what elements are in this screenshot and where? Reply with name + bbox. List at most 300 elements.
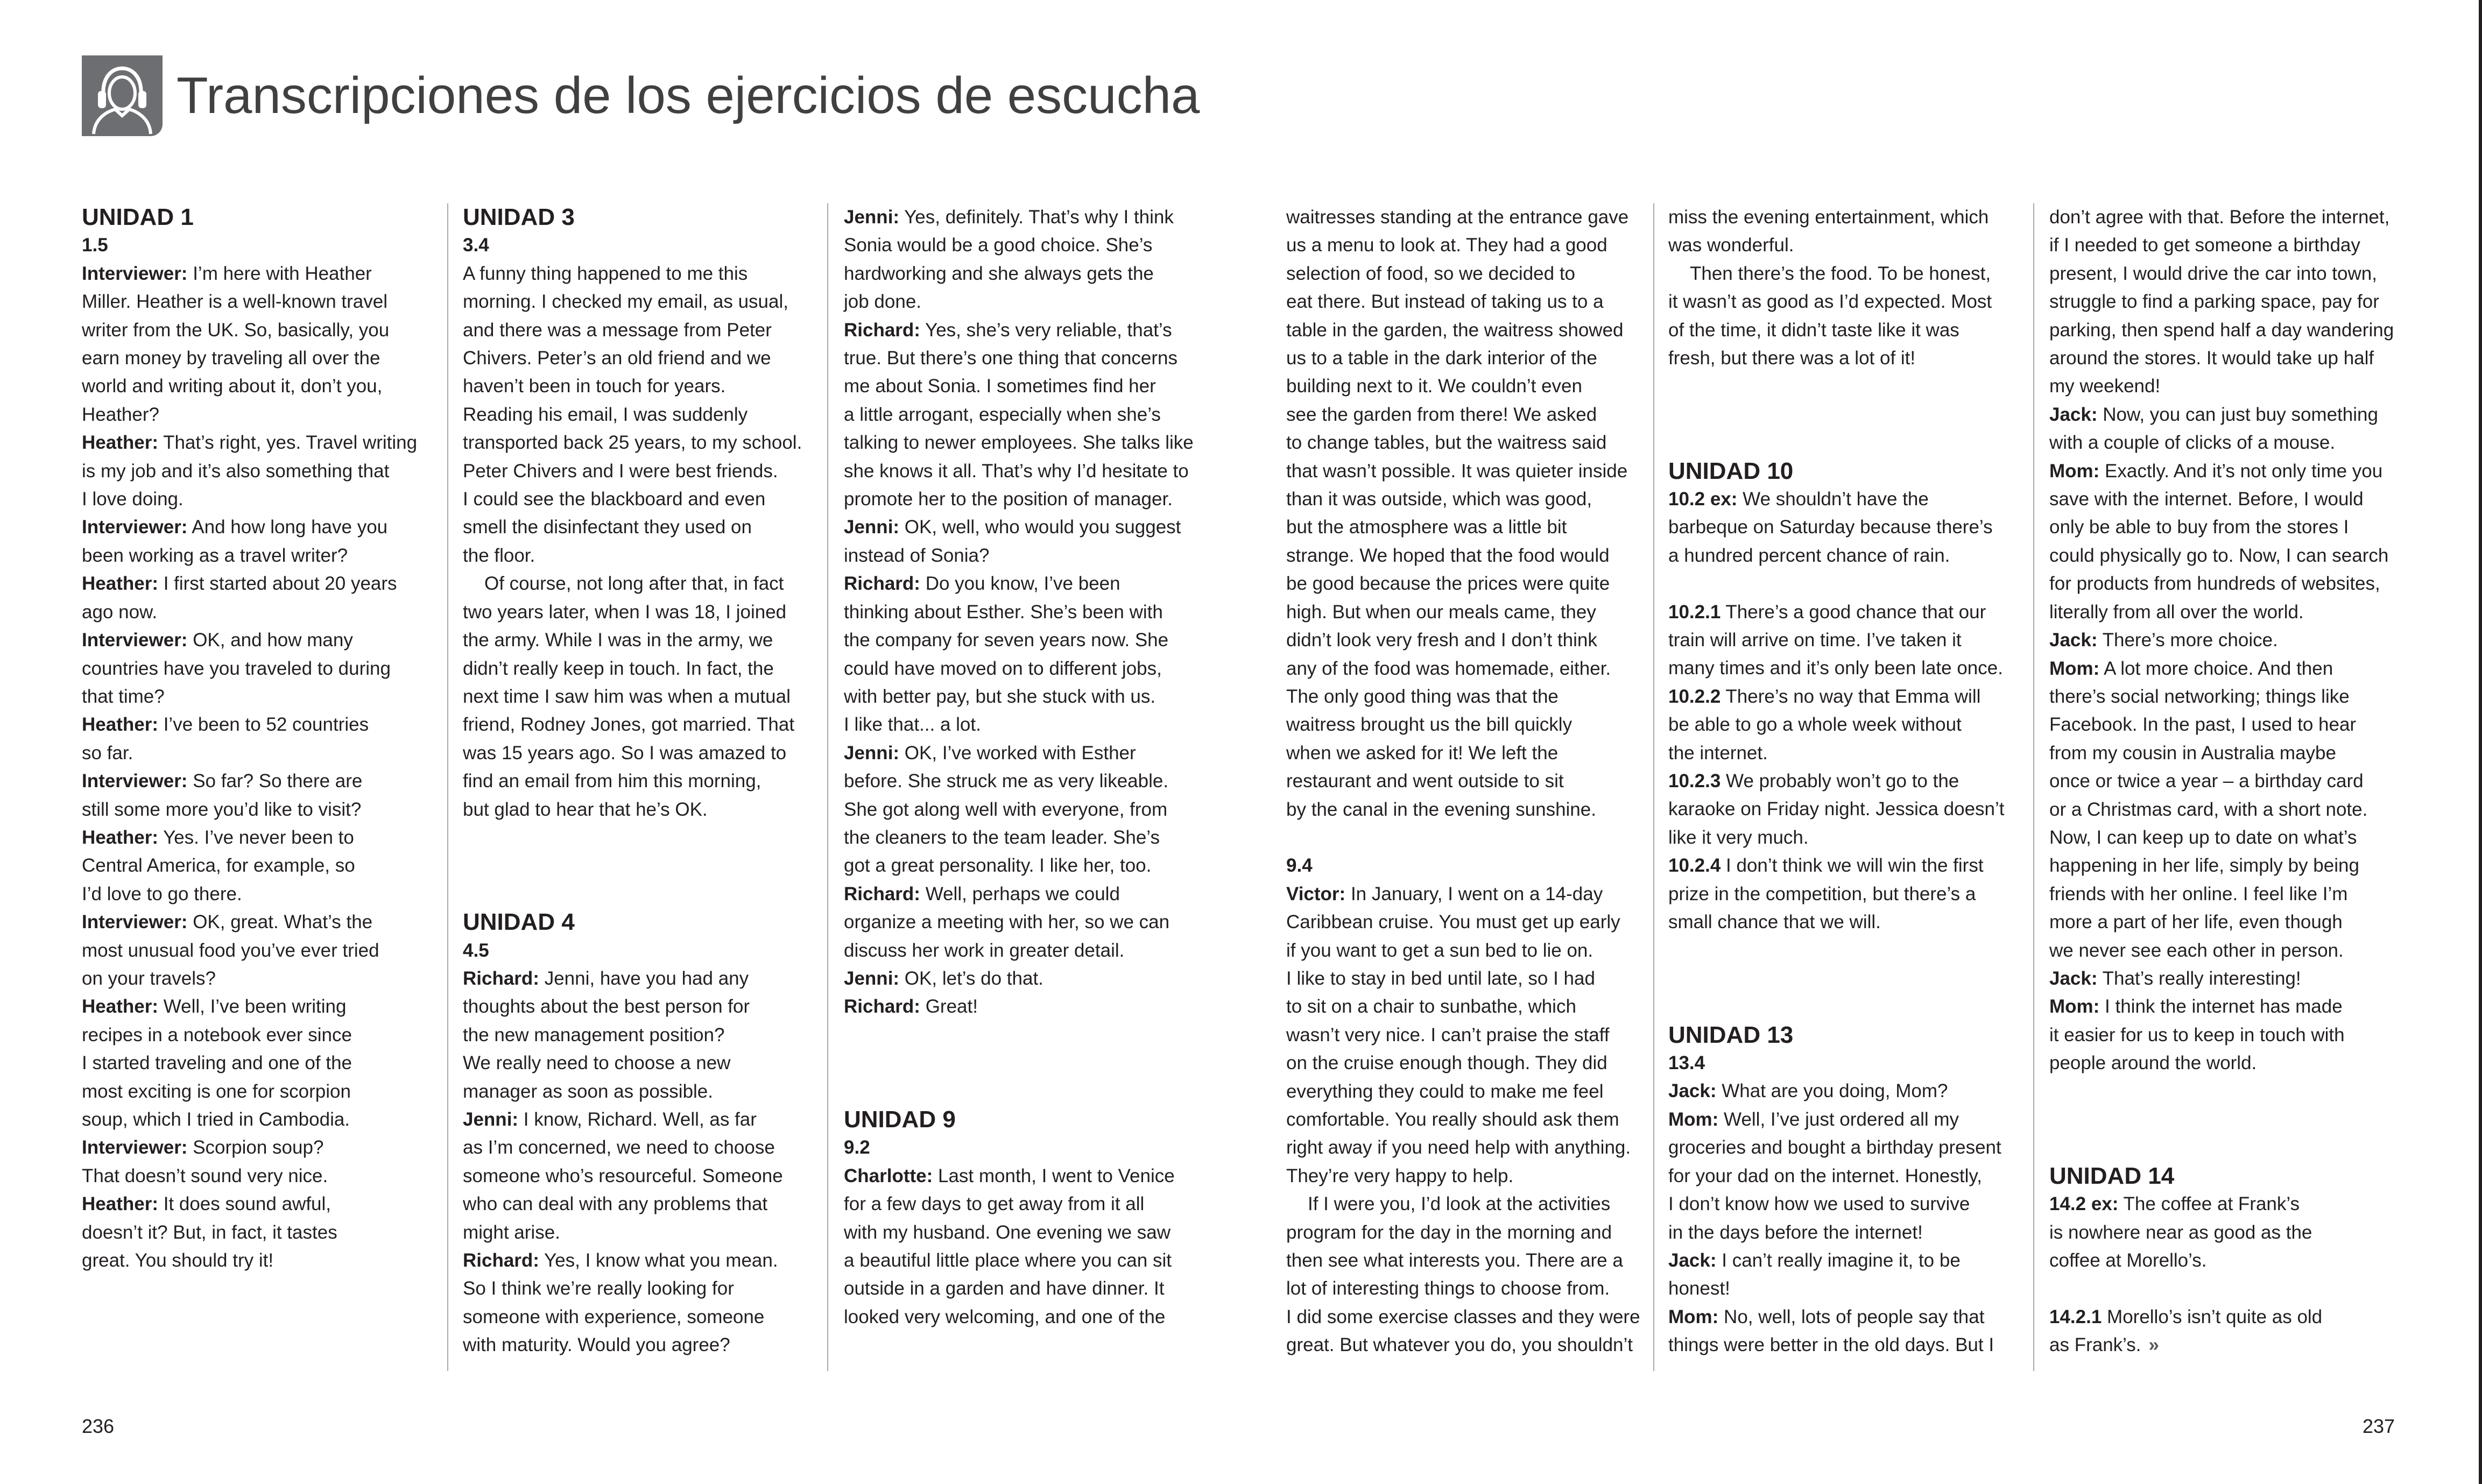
line-text: present, I would drive the car into town, (2049, 263, 2377, 284)
speaker-label: Jenni: (463, 1108, 519, 1130)
transcript-line (2049, 739, 2394, 767)
transcript-line (463, 542, 802, 570)
line-text: fresh, but there was a lot of it! (1668, 348, 1916, 369)
line-text: to change tables, but the waitress said (1286, 432, 1607, 454)
line-text: is my job and it’s also something that (82, 460, 390, 482)
line-text: but the atmosphere was a little bit (1286, 517, 1567, 538)
line-text: We probably won’t go to the (1721, 771, 1959, 792)
transcript-line (2049, 288, 2394, 316)
line-text: comfortable. You really should ask them (1286, 1108, 1619, 1130)
column-divider (827, 203, 828, 1371)
transcript-line (844, 485, 1194, 513)
line-text: talking to newer employees. She talks like (844, 432, 1194, 454)
transcript-line (82, 796, 417, 824)
transcript-line (1668, 344, 2005, 372)
transcript-line (1668, 1134, 2005, 1162)
speaker-label: 10.2.1 (1668, 601, 1721, 623)
line-text: but glad to hear that he’s OK. (463, 798, 708, 820)
transcript-line (844, 260, 1194, 288)
transcript-line (1286, 231, 1640, 259)
line-text: struggle to find a parking space, pay for (2049, 291, 2379, 313)
transcript-line (463, 457, 802, 485)
speaker-label: Interviewer: (82, 911, 188, 933)
transcript-line (2049, 965, 2394, 993)
transcript-line (2049, 880, 2394, 908)
transcript-line (1286, 767, 1640, 795)
transcript-column-5 (1668, 203, 2005, 1360)
transcript-line (1286, 1162, 1640, 1190)
line-text: to sit on a chair to sunbathe, which (1286, 996, 1576, 1017)
line-text: high. But when our meals came, they (1286, 601, 1596, 623)
transcript-line (1286, 570, 1640, 598)
line-text: with maturity. Would you agree? (463, 1334, 730, 1356)
transcript-line (1286, 880, 1640, 908)
line-text: I know, Richard. Well, as far (518, 1108, 757, 1130)
line-text: I can’t really imagine it, to be (1716, 1249, 1961, 1271)
transcript-line (844, 937, 1194, 965)
line-text: two years later, when I was 18, I joined (463, 601, 787, 623)
transcript-line (1286, 1303, 1640, 1331)
transcript-line (82, 288, 417, 316)
line-text: Do you know, I’ve been (920, 573, 1120, 595)
transcript-line (1668, 654, 2005, 682)
transcript-line (2049, 542, 2394, 570)
line-text: ago now. (82, 601, 158, 623)
transcript-line (1668, 767, 2005, 795)
line-text: of the time, it didn’t taste like it was (1668, 319, 1959, 341)
line-text: from my cousin in Australia maybe (2049, 742, 2336, 764)
speaker-label: Interviewer: (82, 630, 188, 651)
line-text: organize a meeting with her, so we can (844, 911, 1170, 933)
transcript-line (82, 852, 417, 880)
transcript-line (2049, 993, 2394, 1021)
transcript-line (463, 1078, 802, 1106)
transcript-line (82, 1106, 417, 1134)
speaker-label: Richard: (844, 319, 920, 341)
transcript-line (1668, 683, 2005, 711)
transcript-line (1668, 316, 2005, 344)
transcript-line (2049, 260, 2394, 288)
line-text: things were better in the old days. But I (1668, 1334, 1994, 1356)
speaker-label: Richard: (844, 996, 920, 1017)
transcript-line (2049, 570, 2394, 598)
line-text: Last month, I went to Venice (933, 1165, 1175, 1186)
line-text: It does sound awful, (158, 1193, 332, 1215)
line-text: for a few days to get away from it all (844, 1193, 1145, 1215)
transcript-line (844, 739, 1194, 767)
line-text: miss the evening entertainment, which (1668, 207, 1989, 228)
line-text: outside in a garden and have dinner. It (844, 1278, 1165, 1299)
line-text: if I needed to get someone a birthday (2049, 235, 2360, 256)
line-text: as Frank’s. (2049, 1334, 2141, 1356)
transcript-line (844, 598, 1194, 626)
transcript-line (1286, 711, 1640, 739)
transcript-line (844, 1190, 1194, 1218)
line-text: true. But there’s one thing that concerns (844, 348, 1178, 369)
line-text: the new management position? (463, 1024, 725, 1045)
line-text: only be able to buy from the stores I (2049, 517, 2349, 538)
line-text: so far. (82, 742, 133, 764)
column-divider (2033, 203, 2034, 1371)
transcript-line (463, 1134, 802, 1162)
transcript-line (844, 231, 1194, 259)
transcript-line (2049, 457, 2394, 485)
line-text: didn’t look very fresh and I don’t think (1286, 630, 1597, 651)
transcript-line (463, 1303, 802, 1331)
line-text: lot of interesting things to choose from. (1286, 1278, 1610, 1299)
speaker-label: Mom: (2049, 658, 2100, 679)
spacer (1668, 372, 2005, 400)
transcript-line (844, 965, 1194, 993)
speaker-label: Heather: (82, 996, 158, 1017)
line-text: like it very much. (1668, 826, 1809, 848)
line-text: when we asked for it! We left the (1286, 742, 1559, 764)
line-text: haven’t been in touch for years. (463, 376, 726, 397)
line-text: prize in the competition, but there’s a (1668, 883, 1976, 904)
line-text: Yes, she’s very reliable, that’s (920, 319, 1172, 341)
transcript-line (1286, 1078, 1640, 1106)
transcript-line (82, 598, 417, 626)
transcript-line (1286, 1247, 1640, 1275)
transcript-line (1286, 965, 1640, 993)
line-text: And how long have you (187, 517, 388, 538)
line-text: So I think we’re really looking for (463, 1278, 734, 1299)
transcript-line (844, 570, 1194, 598)
speaker-label: Interviewer: (82, 263, 188, 284)
speaker-label: Mom: (2049, 460, 2100, 482)
speaker-label: 14.2 ex: (2049, 1193, 2119, 1215)
transcript-line (82, 739, 417, 767)
unit-heading: UNIDAD 14 (2049, 1162, 2175, 1189)
line-text: What are you doing, Mom? (1716, 1080, 1948, 1102)
spacer (1668, 401, 2005, 429)
transcript-line (1668, 1219, 2005, 1247)
line-text: Heather? (82, 404, 159, 425)
transcript-line (82, 1162, 417, 1190)
transcript-line (2049, 1021, 2394, 1049)
transcript-line (2049, 513, 2394, 541)
transcript-line (1668, 598, 2005, 626)
speaker-label: Jenni: (844, 207, 900, 228)
transcript-line (2049, 1303, 2394, 1331)
transcript-line (82, 880, 417, 908)
line-text: I’m here with Heather (187, 263, 372, 284)
spacer (463, 880, 802, 908)
line-text: promote her to the position of manager. (844, 489, 1173, 510)
line-text: wasn’t very nice. I can’t praise the staff (1286, 1024, 1610, 1045)
speaker-label: Jack: (2049, 630, 2098, 651)
transcript-line (844, 824, 1194, 852)
transcript-line (1668, 1190, 2005, 1218)
transcript-line (82, 1049, 417, 1077)
transcript-line (1668, 1106, 2005, 1134)
line-text: be able to go a whole week without (1668, 714, 1962, 736)
transcript-line (2049, 767, 2394, 795)
transcript-line (463, 1162, 802, 1190)
transcript-line (1286, 626, 1640, 654)
line-text: happening in her life, simply by being (2049, 855, 2359, 877)
speaker-label: Victor: (1286, 883, 1346, 904)
transcript-line (1286, 1275, 1640, 1303)
unit-heading: UNIDAD 3 (463, 204, 575, 230)
transcript-line (2049, 344, 2394, 372)
speaker-label: Jenni: (844, 517, 900, 538)
transcript-line (1286, 513, 1640, 541)
line-text: OK, and how many (187, 630, 353, 651)
line-text: morning. I checked my email, as usual, (463, 291, 788, 313)
transcript-line (1668, 852, 2005, 880)
line-text: or a Christmas card, with a short note. (2049, 798, 2368, 820)
line-text: most exciting is one for scorpion (82, 1080, 351, 1102)
line-text: There’s no way that Emma will (1721, 686, 1981, 707)
transcript-line (82, 824, 417, 852)
line-text: my weekend! (2049, 376, 2161, 397)
speaker-label: Richard: (463, 967, 539, 989)
page-edge (2479, 0, 2482, 1484)
unit-heading: UNIDAD 10 (1668, 457, 1794, 484)
speaker-label: Jack: (1668, 1249, 1717, 1271)
line-text: who can deal with any problems that (463, 1193, 768, 1215)
line-text: if you want to get a sun bed to lie on. (1286, 939, 1593, 961)
line-text: us to a table in the dark interior of the (1286, 348, 1597, 369)
transcript-line (1286, 372, 1640, 400)
transcript-line (2049, 429, 2394, 457)
transcript-line (1286, 796, 1640, 824)
page-number-right: 237 (2363, 1415, 2395, 1437)
transcript-line (82, 683, 417, 711)
transcript-line (1286, 316, 1640, 344)
line-text: They’re very happy to help. (1286, 1165, 1514, 1186)
line-text: I did some exercise classes and they were (1286, 1306, 1640, 1327)
transcript-line (463, 372, 802, 400)
transcript-line (82, 767, 417, 795)
transcript-line (1286, 288, 1640, 316)
transcript-column-2 (463, 203, 802, 1360)
speaker-label: 10.2 ex: (1668, 489, 1738, 510)
line-text: Chivers. Peter’s an old friend and we (463, 348, 771, 369)
transcript-line (844, 513, 1194, 541)
line-text: Yes, definitely. That’s why I think (899, 207, 1174, 228)
transcript-line (1668, 485, 2005, 513)
line-text: with better pay, but she stuck with us. (844, 686, 1156, 707)
transcript-line (844, 796, 1194, 824)
line-text: it easier for us to keep in touch with (2049, 1024, 2345, 1045)
page-number-left: 236 (82, 1415, 115, 1437)
line-text: next time I saw him was when a mutual (463, 686, 791, 707)
line-text: parking, then spend half a day wandering (2049, 319, 2394, 341)
transcript-line (844, 908, 1194, 936)
line-text: Exactly. And it’s not only time you (2099, 460, 2383, 482)
line-text: before. She struck me as very likeable. (844, 771, 1169, 792)
speaker-label: Heather: (82, 1193, 158, 1215)
line-text: people around the world. (2049, 1052, 2257, 1074)
transcript-column-4 (1286, 203, 1640, 1360)
line-text: waitresses standing at the entrance gave (1286, 207, 1629, 228)
line-text: I’d love to go there. (82, 883, 242, 904)
line-text: table in the garden, the waitress showed (1286, 319, 1624, 341)
line-text: on the cruise enough though. They did (1286, 1052, 1607, 1074)
line-text: for your dad on the internet. Honestly, (1668, 1165, 1983, 1186)
transcript-line (1286, 937, 1640, 965)
transcript-line (844, 655, 1194, 683)
transcript-line (1668, 1247, 2005, 1275)
transcript-line (82, 965, 417, 993)
speaker-label: Mom: (2049, 996, 2100, 1017)
transcript-line (2049, 372, 2394, 400)
transcript-line (463, 1021, 802, 1049)
spacer (2049, 1078, 2394, 1106)
line-text: any of the food was homemade, either. (1286, 658, 1611, 679)
line-text: the floor. (463, 545, 535, 566)
line-text: with a couple of clicks of a mouse. (2049, 432, 2336, 454)
unit-heading: UNIDAD 4 (463, 909, 575, 936)
transcript-line (82, 429, 417, 457)
line-text: could have moved on to different jobs, (844, 658, 1162, 679)
line-text: That’s right, yes. Travel writing (158, 432, 418, 454)
line-text: I think the internet has made (2099, 996, 2343, 1017)
line-text: it wasn’t as good as I’d expected. Most (1668, 291, 1992, 313)
line-text: that wasn’t possible. It was quieter inside (1286, 460, 1628, 482)
line-text: I first started about 20 years (158, 573, 397, 595)
line-text: more a part of her life, even though (2049, 911, 2343, 933)
exercise-number: 4.5 (463, 939, 489, 961)
column-divider (447, 203, 448, 1371)
transcript-line (1668, 711, 2005, 739)
line-text: be good because the prices were quite (1286, 573, 1610, 595)
transcript-line (82, 626, 417, 654)
speaker-label: Interviewer: (82, 1137, 188, 1158)
line-text: groceries and bought a birthday present (1668, 1137, 2001, 1158)
line-text: A lot more choice. And then (2099, 658, 2333, 679)
line-text: was wonderful. (1668, 235, 1794, 256)
speaker-label: Jack: (2049, 404, 2098, 425)
speaker-label: Richard: (844, 573, 920, 595)
line-text: don’t agree with that. Before the internet, (2049, 207, 2390, 228)
transcript-line (463, 429, 802, 457)
transcript-line (82, 711, 417, 739)
line-text: job done. (844, 291, 922, 313)
transcript-line (844, 372, 1194, 400)
transcript-line (1668, 880, 2005, 908)
transcript-line (2049, 598, 2394, 626)
line-text: Now, you can just buy something (2097, 404, 2378, 425)
line-text: see the garden from there! We asked (1286, 404, 1597, 425)
exercise-number: 3.4 (463, 235, 489, 256)
transcript-line (82, 485, 417, 513)
line-text: There’s more choice. (2097, 630, 2278, 651)
line-text: friends with her online. I feel like I’m (2049, 883, 2348, 904)
transcript-line (82, 542, 417, 570)
transcript-line (1286, 993, 1640, 1021)
line-text: Well, I’ve just ordered all my (1718, 1108, 1959, 1130)
line-text: the internet. (1668, 742, 1768, 764)
spacer (463, 824, 802, 852)
transcript-line (2049, 852, 2394, 880)
transcript-line (1668, 908, 2005, 936)
transcript-line (1286, 598, 1640, 626)
line-text: So far? So there are (187, 771, 363, 792)
transcript-line (82, 655, 417, 683)
line-text: Yes. I’ve never been to (158, 826, 354, 848)
transcript-line (2049, 316, 2394, 344)
spacer (1668, 570, 2005, 598)
transcript-line (2049, 485, 2394, 513)
transcript-line (82, 937, 417, 965)
transcript-line (1286, 1134, 1640, 1162)
line-text: a beautiful little place where you can sit (844, 1249, 1172, 1271)
spacer (2049, 1106, 2394, 1134)
line-text: If I were you, I’d look at the activities (1308, 1193, 1611, 1215)
transcript-line (82, 1021, 417, 1049)
transcript-line (844, 429, 1194, 457)
speaker-label: Jenni: (844, 742, 900, 764)
transcript-line (82, 1190, 417, 1218)
spacer (1668, 429, 2005, 457)
transcript-line (1286, 1021, 1640, 1049)
line-text: is nowhere near as good as the (2049, 1221, 2312, 1243)
transcript-line (82, 513, 417, 541)
line-text: train will arrive on time. I’ve taken it (1668, 630, 1962, 651)
exercise-number: 13.4 (1668, 1052, 1705, 1074)
line-text: someone who’s resourceful. Someone (463, 1165, 783, 1186)
line-text: I like to stay in bed until late, so I had (1286, 967, 1595, 989)
transcript-line (463, 626, 802, 654)
line-text: most unusual food you’ve ever tried (82, 939, 379, 961)
line-text: Jenni, have you had any (539, 967, 749, 989)
transcript-column-1 (82, 203, 417, 1275)
speaker-label: 14.2.1 (2049, 1306, 2102, 1327)
line-text: Well, perhaps we could (920, 883, 1120, 904)
speaker-label: Heather: (82, 714, 158, 736)
line-text: many times and it’s only been late once. (1668, 658, 2003, 679)
speaker-label: Heather: (82, 826, 158, 848)
transcript-column-3 (844, 203, 1194, 1331)
line-text: smell the disinfectant they used on (463, 517, 752, 538)
exercise-number: 1.5 (82, 235, 108, 256)
line-text: Now, I can keep up to date on what’s (2049, 826, 2357, 848)
continue-arrow-icon: » (2148, 1334, 2159, 1356)
line-text: Of course, not long after that, in fact (484, 573, 784, 595)
line-text: in the days before the internet! (1668, 1221, 1923, 1243)
line-text: great. But whatever you do, you shouldn’t (1286, 1334, 1633, 1356)
speaker-label: Heather: (82, 432, 158, 454)
line-text: right away if you need help with anything. (1286, 1137, 1631, 1158)
line-text: There’s a good chance that our (1721, 601, 1986, 623)
transcript-line (463, 739, 802, 767)
spacer (1668, 993, 2005, 1021)
transcript-line (463, 993, 802, 1021)
unit-heading: UNIDAD 13 (1668, 1021, 1794, 1048)
line-text: Sonia would be a good choice. She’s (844, 235, 1153, 256)
transcript-line (844, 1162, 1194, 1190)
line-text: OK, well, who would you suggest (899, 517, 1181, 538)
line-text: The only good thing was that the (1286, 686, 1559, 707)
transcript-line (844, 288, 1194, 316)
line-text: on your travels? (82, 967, 216, 989)
transcript-line (82, 1078, 417, 1106)
transcript-line (1668, 739, 2005, 767)
transcript-line (1668, 542, 2005, 570)
line-text: karaoke on Friday night. Jessica doesn’t (1668, 798, 2005, 820)
transcript-line (1286, 457, 1640, 485)
spacer (463, 852, 802, 880)
transcript-line (463, 965, 802, 993)
line-text: doesn’t it? But, in fact, it tastes (82, 1221, 337, 1243)
line-text: A funny thing happened to me this (463, 263, 748, 284)
speaker-label: Charlotte: (844, 1165, 933, 1186)
spacer (1668, 965, 2005, 993)
line-text: Great! (920, 996, 978, 1017)
